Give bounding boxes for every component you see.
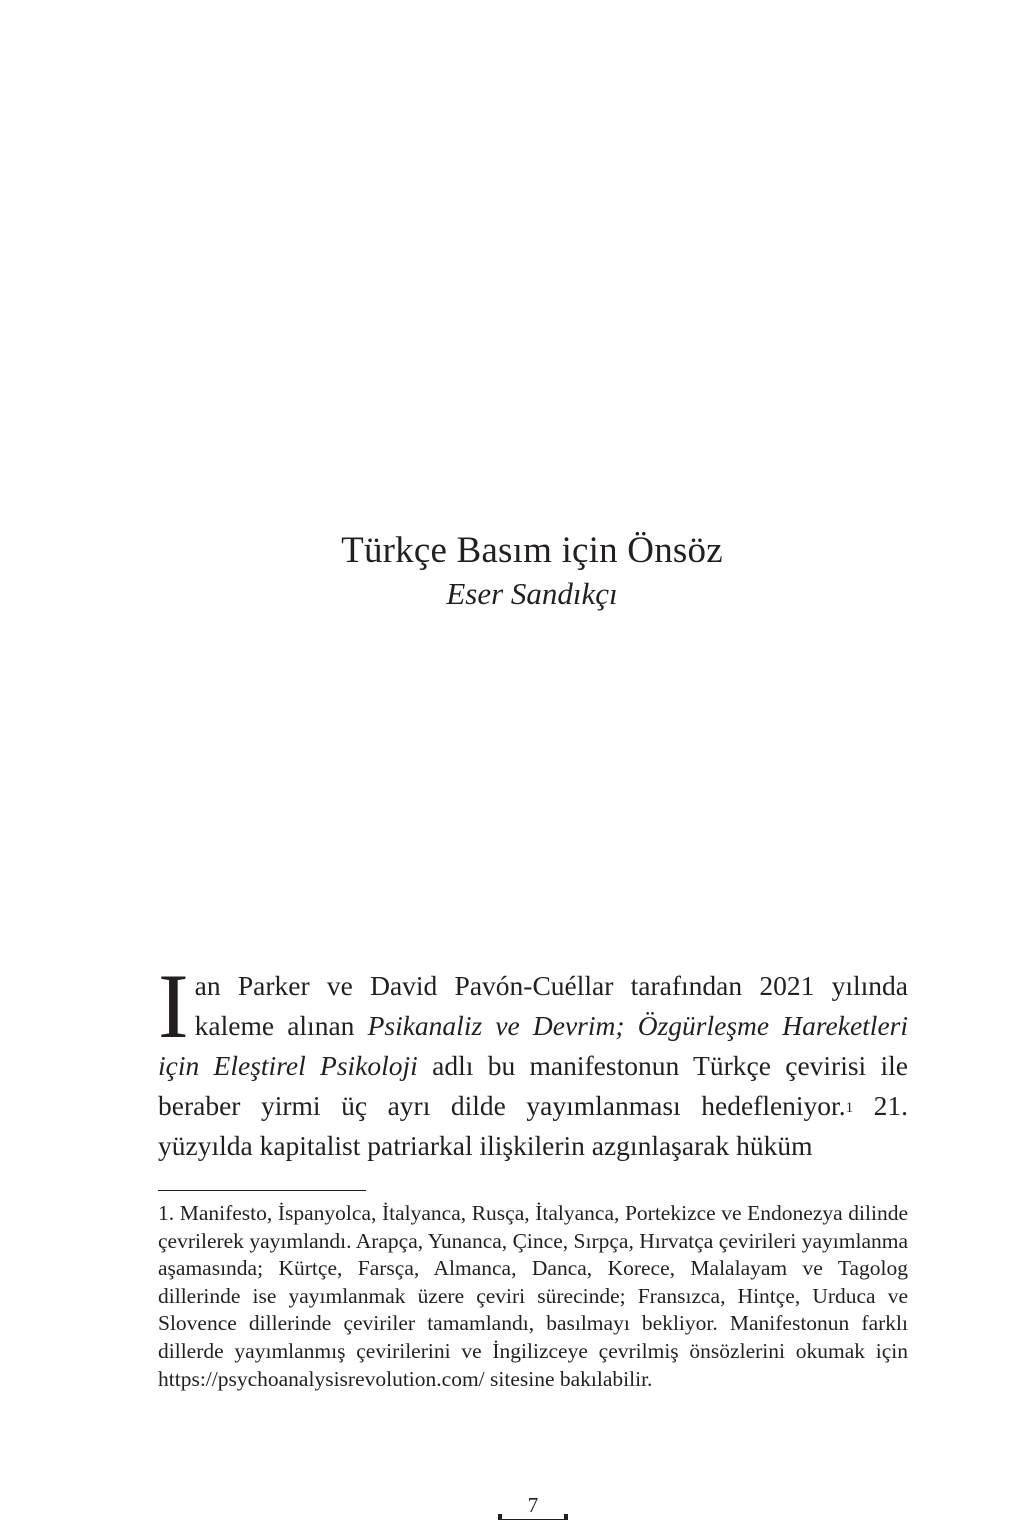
page-number: 7 [527, 1493, 539, 1517]
chapter-author: Eser Sandıkçı [446, 576, 618, 611]
chapter-title: Türkçe Basım için Önsöz [341, 530, 723, 571]
drop-cap: I [158, 955, 189, 1057]
page-number-underline [498, 1519, 568, 1520]
footnote-reference[interactable]: 1 [845, 1100, 854, 1116]
footnote-divider [158, 1190, 366, 1191]
body-text-part-1: an Parker ve David Pavón-Cuéllar tarafından 2021 yılında kaleme alınan [194, 970, 908, 1041]
page-number-block [498, 1493, 568, 1517]
body-text-part-3: 21. yüzyılda kapitalist patriarkal ilişkilerin azgınlaşarak hüküm [158, 1090, 908, 1161]
body-text-part-2: adlı bu manifestonun Türkçe çevirisi ile beraber yirmi üç ayrı dilde yayımlanması hedefleniyor. [158, 1050, 908, 1121]
page-number-tick-left [498, 1514, 502, 1520]
footnote-text: 1. Manifesto, İspanyolca, İtalyanca, Rusça, İtalyanca, Portekizce ve Endonezya dilinde çevrilerek yayımlandı. Arapça, Yunanca, Çince, Sırpça, Hırvatça çevirileri yayımlanma aşamasında; Kürtçe, Farsça, Almanca, Danca, Korece, Malalayam ve Tagolog dillerinde ise yayımlanmak üzere çeviri sürecinde; Fransızca, Hintçe, Urduca ve Slovence dillerinde çeviriler tamamlandı, basılmayı bekliyor. Manifestonun farklı dillerde yayımlanmış çevirilerini ve İngilizceye çevrilmiş önsözlerini okumak için https://psychoanalysisrevolution.com/ sitesine bakılabilir. [158, 1201, 908, 1391]
book-title-italic: Psikanaliz ve Devrim; Özgürleşme Hareketleri için Eleştirel Psikoloji [158, 1010, 908, 1081]
page-number-tick-right [564, 1514, 568, 1520]
body-paragraph [158, 955, 908, 1166]
chapter-heading [0, 528, 1024, 614]
